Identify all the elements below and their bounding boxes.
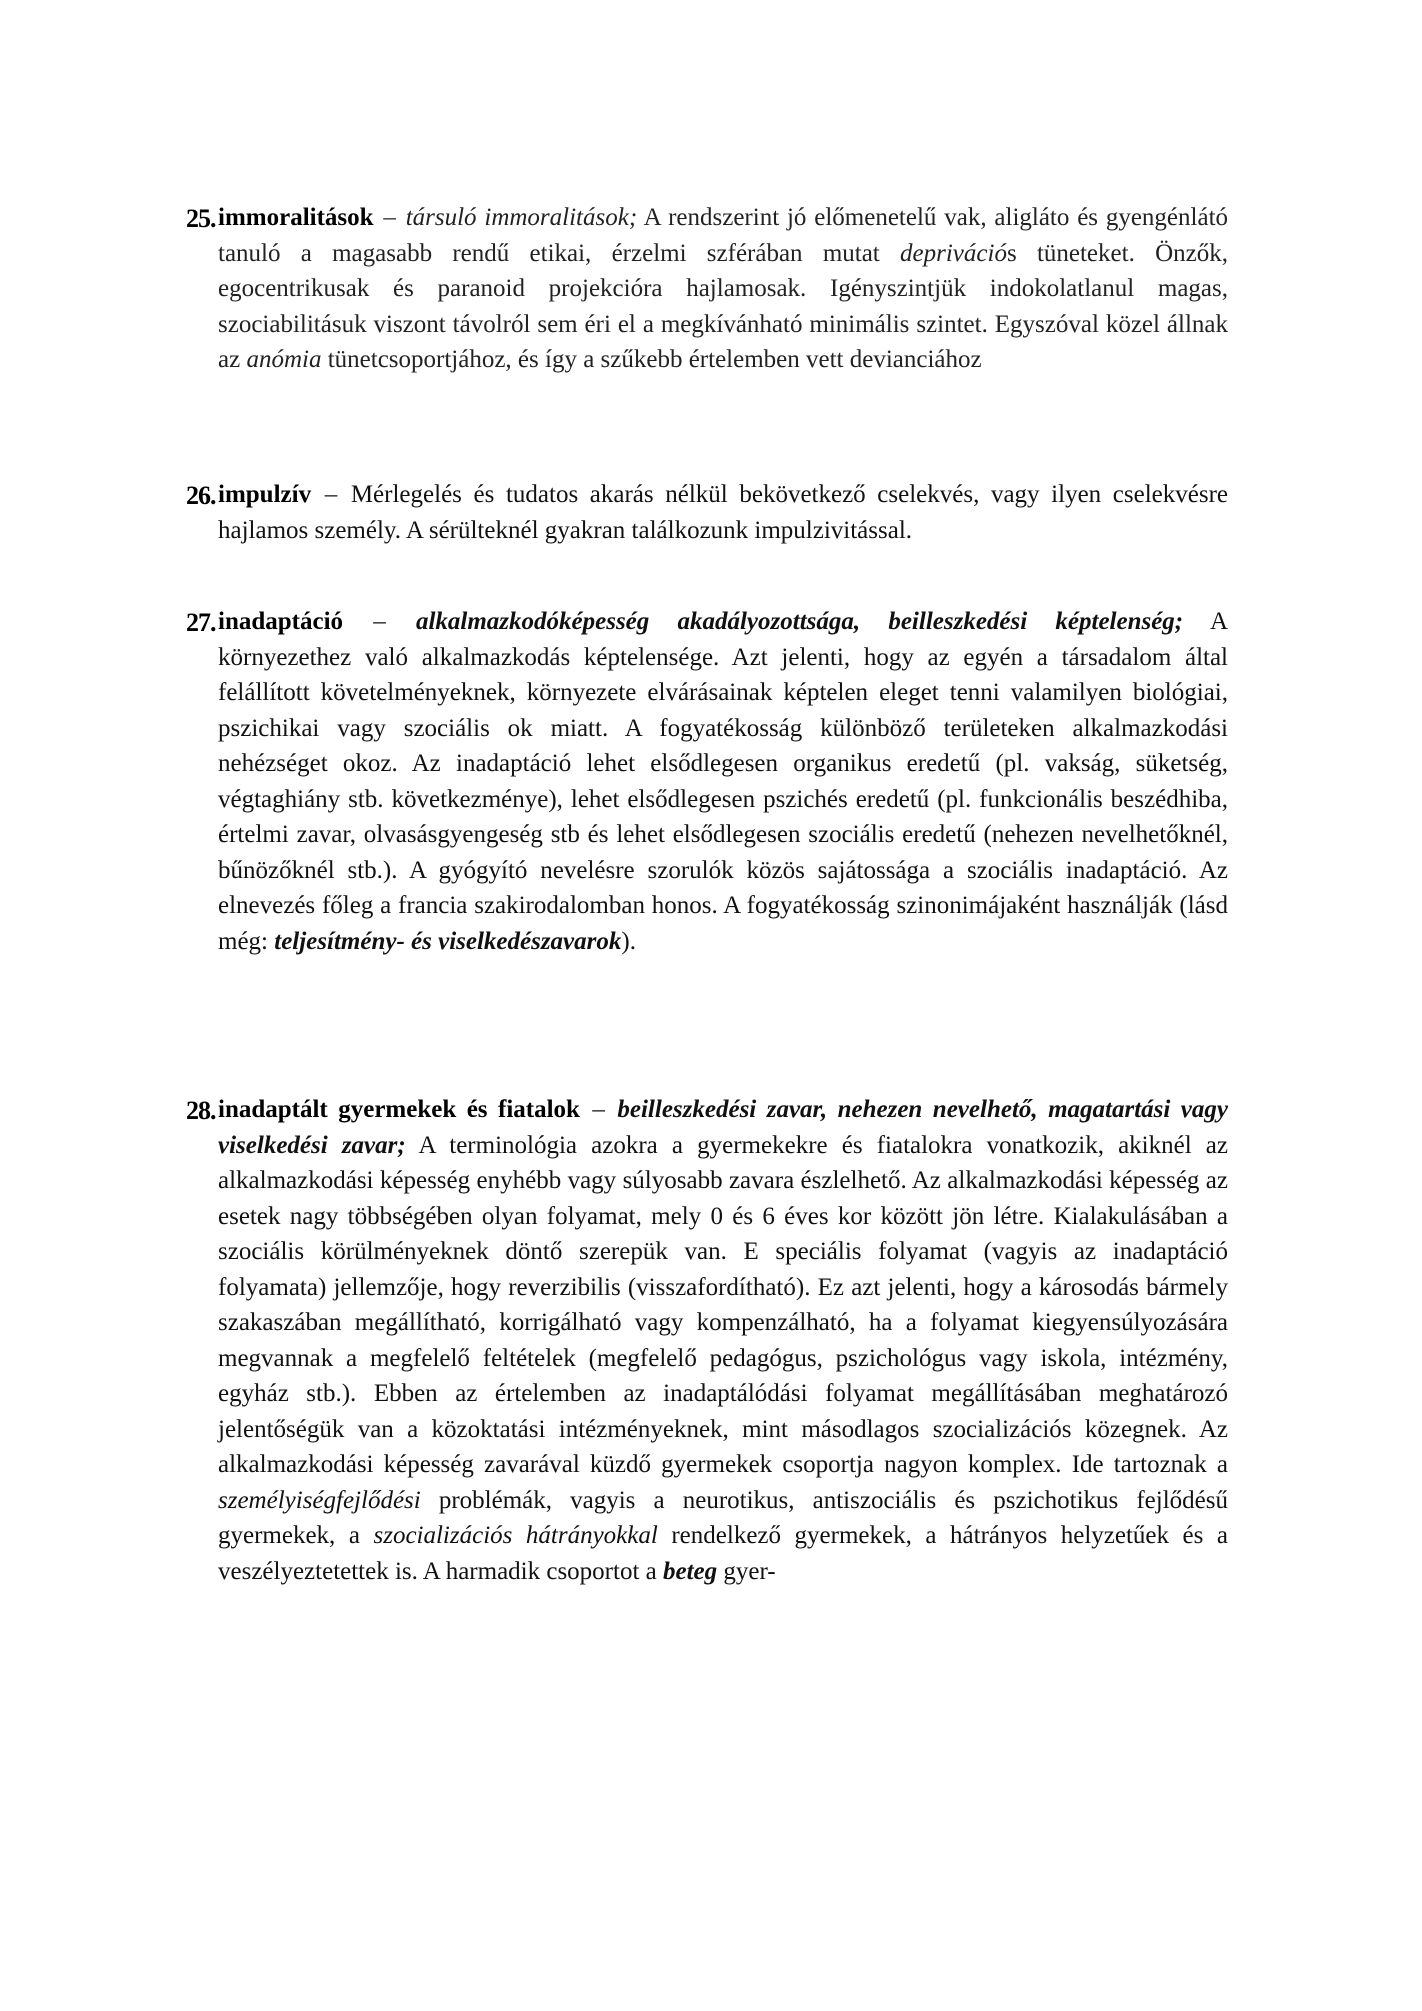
entry-dash: – — [324, 481, 338, 508]
entry-term: impulzív — [218, 481, 312, 508]
definition-text: A rendszerint jó előmenetelű vak, aligláto és gyengénlátó tanuló a magasabb rendű etikai, érzelmi szférában mutat — [218, 204, 1229, 267]
emphasis-term: szocializációs hátrányokkal — [373, 1522, 658, 1549]
entry-number: 26. — [186, 481, 216, 510]
entry-number: 27. — [186, 608, 216, 637]
entry-immoralitasok — [186, 200, 1229, 378]
entry-inadaptalt-gyermekek — [186, 1092, 1229, 1589]
definition-text: A környezethez való alkalmazkodás képtelensége. Azt jelenti, hogy az egyén a társadalom által felállított követelményeknek, környezete elvárásainak képtelen eleget tenni valamilyen biológiai, pszichikai vagy szociális ok miatt. A fogyatékosság különböző területeken alkalmazkodási nehézséget okoz. Az inadaptáció lehet elsődlegesen organikus eredetű (pl. vakság, süketség, végtaghiány stb. következménye), lehet elsődlegesen pszichés eredetű (pl. funkcionális beszédhiba, értelmi zavar, olvasásgyengeség stb és lehet elsődlegesen szociális eredetű (nehezen nevelhetőknél, bűnözőknél stb.). A gyógyító nevelésre szorulók közös sajátossága a szociális inadaptáció. Az elnevezés főleg a francia szakirodalomban honos. A fogyatékosság szinonimájaként használják (lásd még: — [218, 608, 1229, 955]
definition-text: tünetcsoportjához, és így a szűkebb értelemben vett devianciához — [321, 346, 982, 373]
definition-text: ). — [621, 927, 636, 955]
definition-text: A terminológia azokra a gyermekekre és fiatalokra vonatkozik, akiknél az alkalmazkodási képesség enyhébb vagy súlyosabb zavara észlelhető. Az alkalmazkodási képesség az esetek nagy többségében olyan folyamat, mely 0 és 6 éves kor között jön létre. Kialakulásában a szociális körülményeknek döntő szerepük van. E speciális folyamat (vagyis az inadaptáció folyamata) jellemzője, hogy reverzibilis (visszafordítható). Ez azt jelenti, hogy a károsodás bármely szakaszában megállítható, korrigálható vagy kompenzálható, ha a folyamat kiegyensúlyozására megvannak a megfelelő feltételek (megfelelő pedagógus, pszichológus vagy iskola, intézmény, egyház stb.). Ebben az értelemben az inadaptálódási folyamat megállításában meghatározó jelentőségük van a közoktatási intézményeknek, mint másodlagos szocializációs közegnek. Az alkalmazkodási képesség zavarával küzdő gyermekek csoportja nagyon komplex. Ide tartoznak a — [218, 1131, 1228, 1478]
cross-reference: beilleszkedési zavar, nehezen nevelhető, magatartási vagy viselkedési zavar; — [218, 1096, 1229, 1159]
entry-dash: – — [373, 608, 386, 635]
emphasis-term: beteg — [663, 1557, 718, 1585]
definition-text: rendelkező gyermekek, a hátrányos helyzetűek és a veszélyeztetettek is. A harmadik csoportot a — [218, 1522, 1229, 1585]
emphasis-term: depriváció — [900, 239, 1007, 267]
entry-inadaptacio — [186, 604, 1229, 959]
emphasis-term: anómia — [246, 346, 322, 373]
entry-number: 28. — [186, 1096, 216, 1125]
entry-term: inadaptáció — [218, 608, 344, 635]
entry-term: immoralitások — [218, 204, 374, 231]
cross-reference: alkalmazkodóképesség akadályozottsága, beilleszkedési képtelenség; — [415, 608, 1184, 635]
entry-dash: – — [383, 204, 396, 231]
entry-dash: – — [592, 1096, 605, 1123]
definition-text: Mérlegelés és tudatos akarás nélkül bekövetkező cselekvés, vagy ilyen cselekvésre hajlamos személy. A sérülteknél gyakran találkozunk impulzivitással. — [218, 481, 1228, 544]
cross-reference: társuló immoralitások; — [405, 204, 638, 231]
see-also-reference: teljesítmény- és viselkedészavarok — [274, 927, 622, 955]
definition-text: gyer- — [717, 1557, 776, 1585]
entry-term: inadaptált gyermekek és fiatalok — [218, 1096, 580, 1123]
definition-text: problémák, vagyis a neurotikus, antiszociális és pszichotikus fejlődésű gyermekek, a — [218, 1486, 1228, 1549]
entry-impulziv — [186, 477, 1228, 548]
emphasis-term: személyiségfejlődési — [218, 1486, 421, 1514]
entry-number: 25. — [186, 204, 216, 233]
definition-text: s tüneteket. Önzők, egocentrikusak és paranoid projekcióra hajlamosak. Igényszintjük indokolatlanul magas, szociabilitásuk viszont távolról sem éri el a megkívánható minimális szintet. Egyszóval közel állnak az — [218, 239, 1228, 373]
